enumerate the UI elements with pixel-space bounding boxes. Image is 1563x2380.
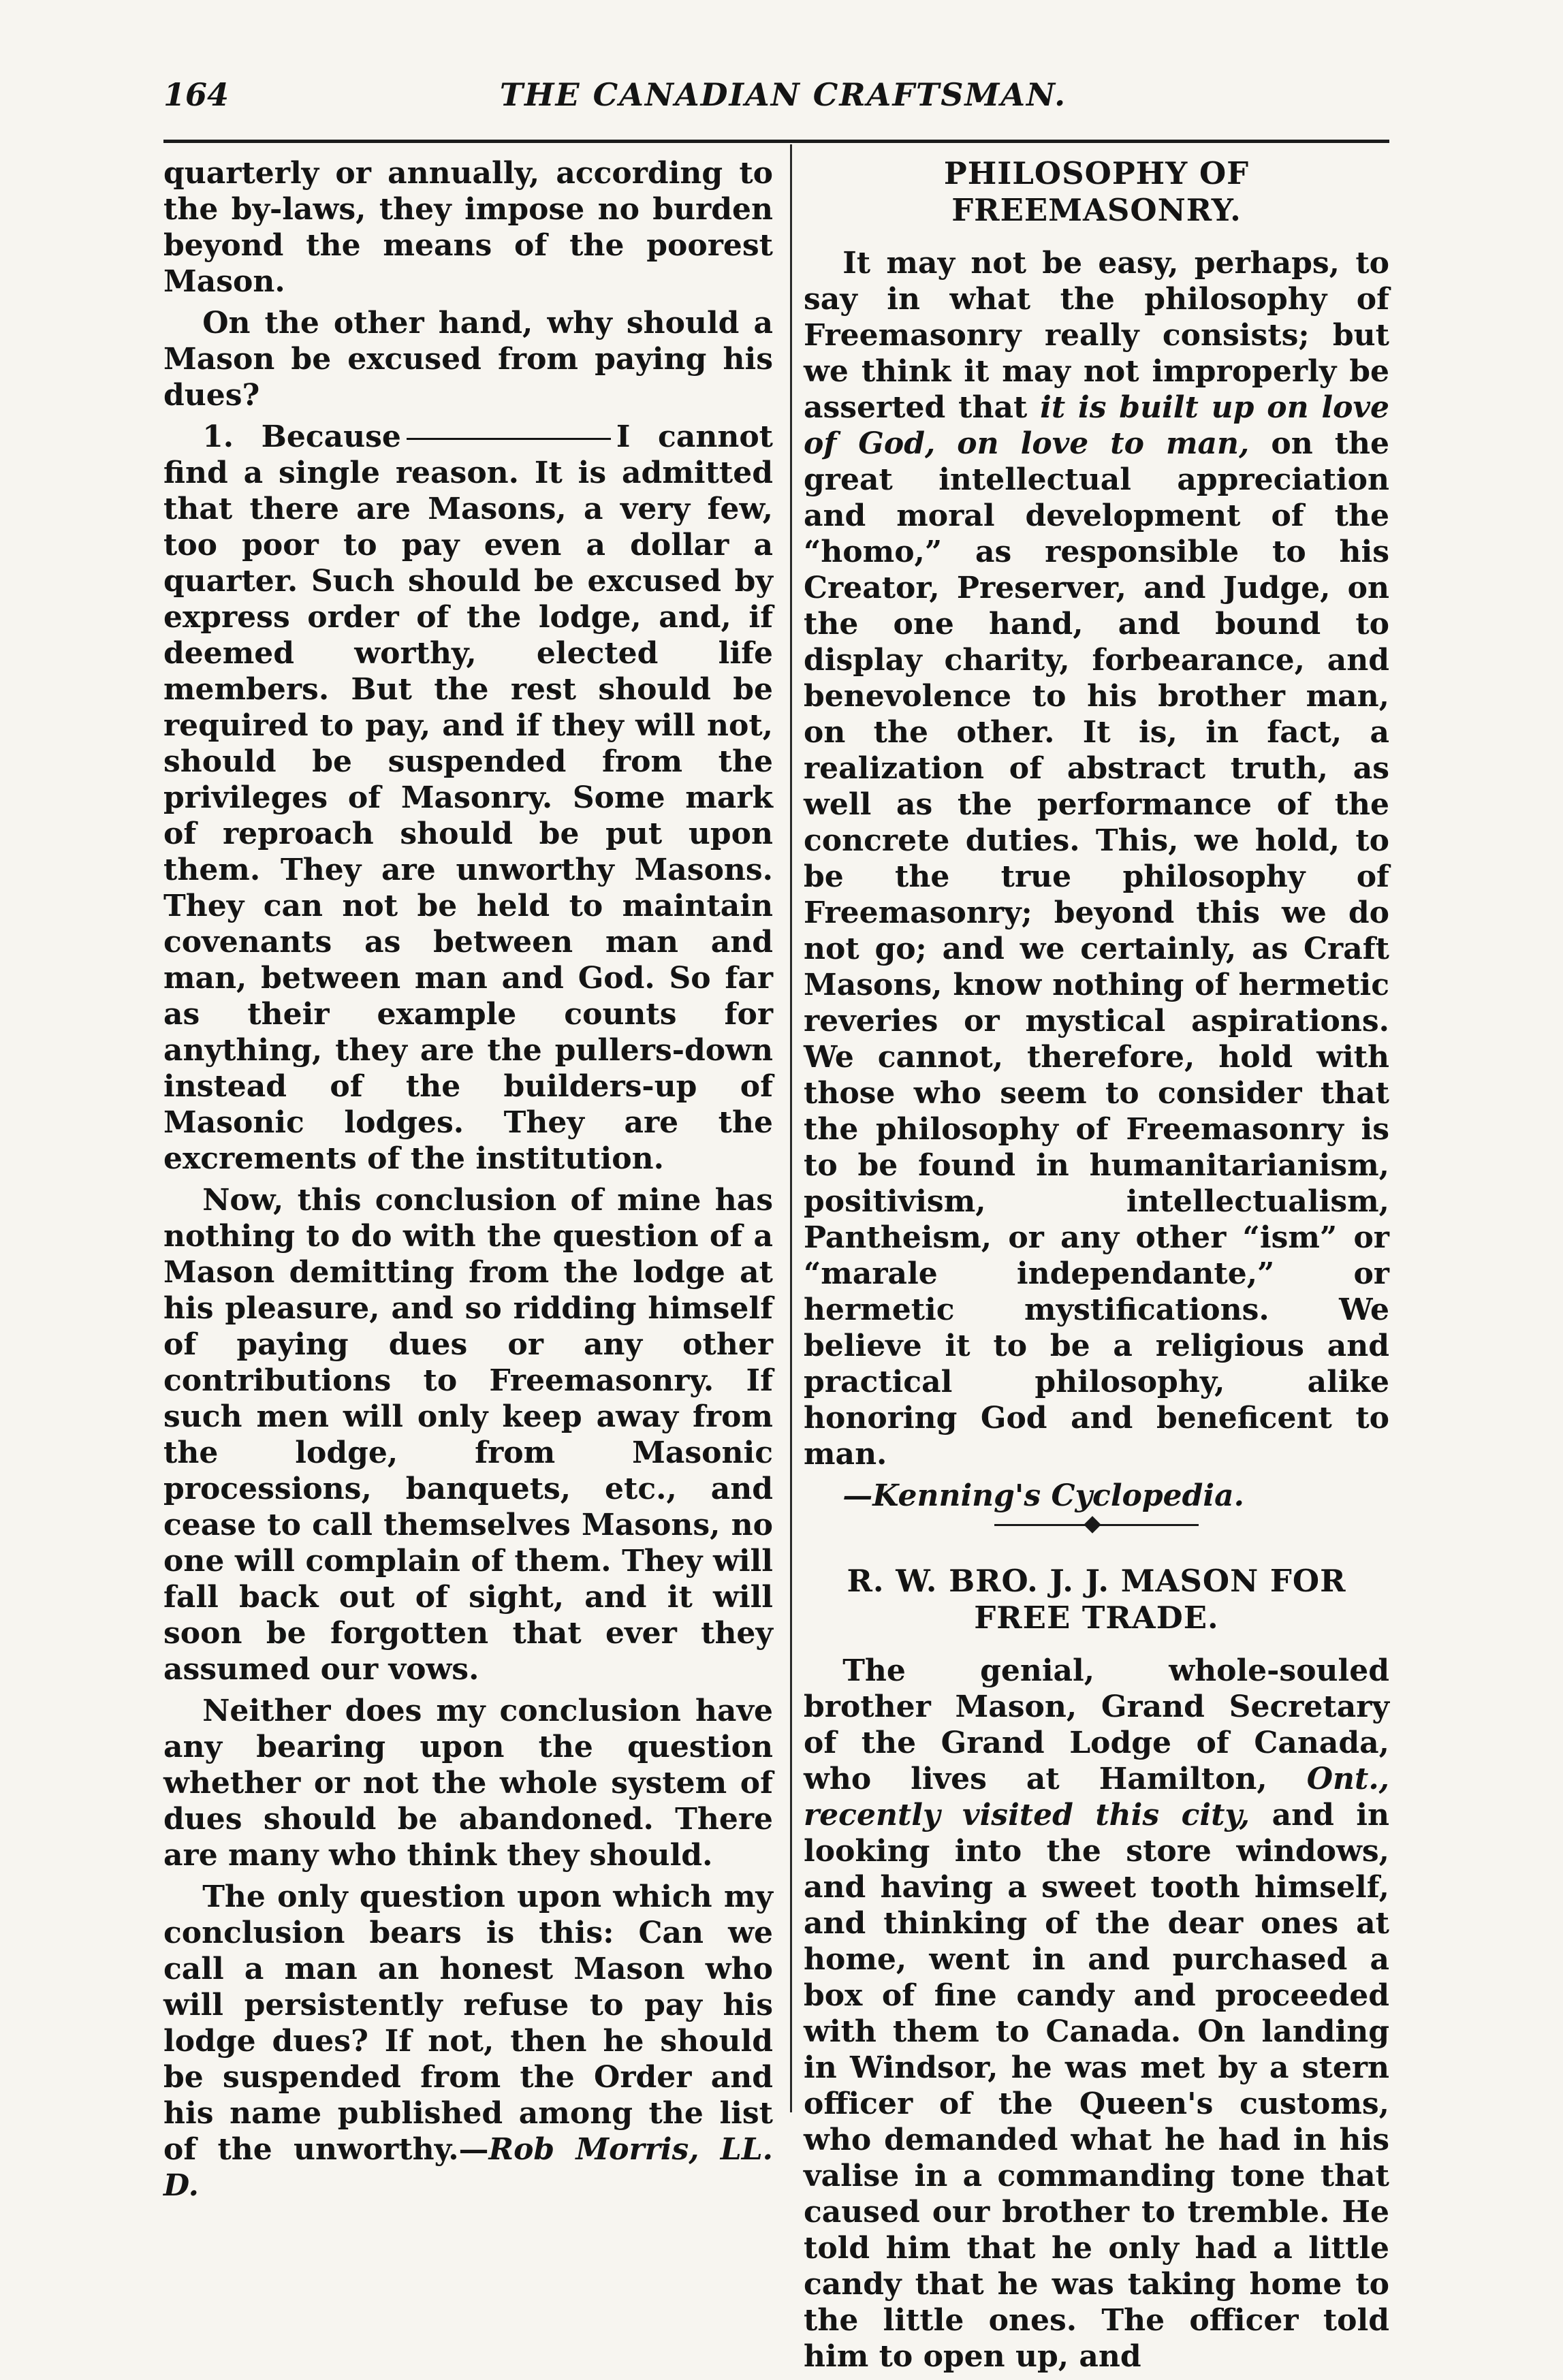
paragraph-because [163, 419, 773, 1177]
mason-paragraph [804, 1653, 1389, 2375]
philosophy-text-a: It may not be easy, perhaps, to say in what the philosophy of Freemasonry really consists; but we think it may not improperly be asserted that [804, 246, 1389, 425]
page-number: 164 [163, 76, 230, 113]
mason-heading: R. W. BRO. J. J. MASON FOR FREE TRADE. [847, 1563, 1346, 1636]
section-ornament [994, 1521, 1199, 1529]
paragraph-demitting: Now, this conclusion of mine has nothing to do with the question of a Mason demitting from the lodge at his pleasure, and so ridding himself of paying dues or any other contributions to Freemasonry. If such men will only keep away from the lodge, from Masonic processions, banquets, etc., and cease to call themselves Masons, no one will complain of them. They will fall back out of sight, and it will soon be forgotten that ever they assumed our vows. [163, 1183, 773, 1687]
paragraph-why-excused: On the other hand, why should a Mason be excused from paying his dues? [163, 306, 773, 413]
dash-rule [407, 438, 611, 440]
source-citation: —Kenning's Cyclopedia. [842, 1478, 1244, 1513]
left-column [163, 155, 773, 2209]
philosophy-heading: PHILOSOPHY OF FREEMASONRY. [943, 155, 1250, 228]
philosophy-paragraph [804, 245, 1389, 1472]
header-rule [163, 140, 1389, 143]
philosophy-text-b: on the great intellectual appreciation and moral development of the “homo,” as responsible to his Creator, Preserver, and Judge, on the one hand, and bound to display charity, forbearance, and benevolence to his brother man, on the other. It is, in fact, a realization of abstract truth, as well as the performance of the concrete duties. This, we hold, to be the true philosophy of Freemasonry; beyond this we do not go; and we certainly, as Craft Masons, know nothing of hermetic reveries or mystical aspirations. We cannot, therefore, hold with those who seem to consider that the philosophy of Freemasonry is to be found in humanitarianism, positivism, intellectualism, Pantheism, or any other “ism” or “marale independante,” or hermetic mystifications. We believe it to be a religious and practical philosophy, alike honoring God and beneficent to man. [804, 426, 1389, 1472]
mason-text-b: and in looking into the store windows, and having a sweet tooth himself, and thinking of the dear ones at home, went in and purchased a box of fine candy and proceeded with them to Canada. On landing in Windsor, he was met by a stern officer of the Queen's customs, who demanded what he had in his valise in a commanding tone that caused our brother to tremble. He told him that he only had a little candy that he was taking home to the little ones. The officer told him to open up, and [804, 1798, 1389, 2374]
author-attribution: Rob Morris, LL. D. [163, 2132, 773, 2203]
paragraph-dues-system: Neither does my conclusion have any bearing upon the question whether or not the whole system of dues should be abandoned. There are many who think they should. [163, 1694, 773, 1873]
only-question-text: The only question upon which my conclusion bears is this: Can we call a man an honest Mason who will persistently refuse to pay his lodge dues? If not, then he should be suspended from the Order and his name published among the list of the unworthy.— [163, 1879, 773, 2167]
column-divider [790, 144, 792, 2112]
philosophy-emphasis: it is built up on love of God, on love to man, [804, 390, 1390, 461]
paragraph-only-question [163, 1879, 773, 2204]
because-text: I cannot find a single reason. It is admitted that there are Masons, a very few, too poor to pay even a dollar a quarter. Such should be excused by express order of the lodge, and, if deemed worthy, elected life members. But the rest should be required to pay, and if they will not, should be suspended from the privileges of Masonry. Some mark of reproach should be put upon them. They are unworthy Masons. They can not be held to maintain covenants as between man and man, between man and God. So far as their example counts for anything, they are the pullers-down instead of the builders-up of Masonic lodges. They are the excrements of the institution. [163, 419, 773, 1176]
running-title: THE CANADIAN CRAFTSMAN. [499, 76, 1067, 113]
page-header [163, 76, 1403, 124]
mason-emphasis: Ont., recently visited this city, [804, 1762, 1389, 1832]
ornament-diamond [1084, 1516, 1101, 1533]
mason-text-a: The genial, whole-souled brother Mason, Grand Secretary of the Grand Lodge of Canada, who lives at Hamilton, [804, 1653, 1389, 1796]
paragraph-continued: quarterly or annually, according to the by-laws, they impose no burden beyond the means of the poorest Mason. [163, 156, 773, 299]
right-column [804, 155, 1389, 2380]
because-label: 1. Because [202, 419, 401, 454]
